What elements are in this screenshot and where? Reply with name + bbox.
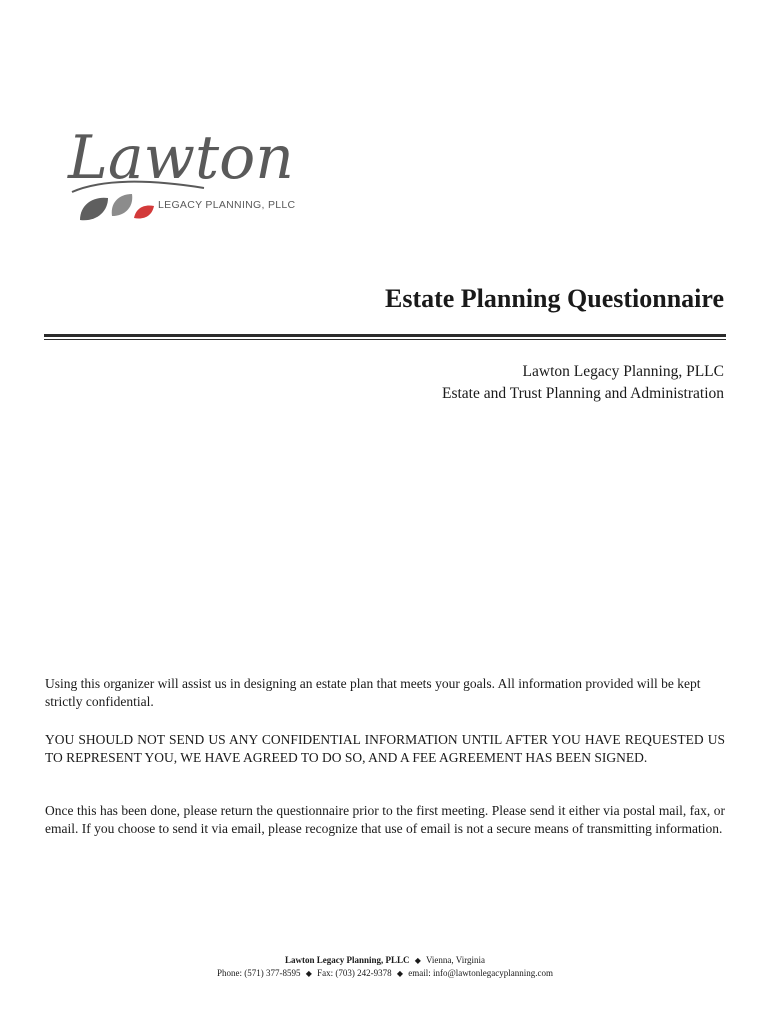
firm-tagline: Estate and Trust Planning and Administration [441,385,724,402]
footer-firm: Lawton Legacy Planning, PLLC [284,955,410,965]
footer-fax: Fax: (703) 242-9378 [317,968,392,978]
title-divider [44,334,726,340]
footer-line-2 [0,967,770,980]
footer-email[interactable]: email: info@lawtonlegacyplanning.com [408,968,554,978]
logo-script-text: Lawton [68,123,294,193]
diamond-icon: ◆ [414,956,421,965]
diamond-icon: ◆ [305,969,312,978]
footer-location: Vienna, Virginia [425,955,486,965]
firm-subtitle [442,361,724,405]
leaf-icon [134,206,154,219]
logo-graphic [64,108,304,232]
warning-paragraph: YOU SHOULD NOT SEND US ANY CONFIDENTIAL INFORMATION UNTIL AFTER YOU HAVE REQUESTED US TO REPRESENT YOU, WE HAVE AGREED TO DO SO, AND A FEE AGREEMENT HAS BEEN SIGNED. [45,732,725,765]
leaf-icon [80,198,108,221]
firm-name: Lawton Legacy Planning, PLLC [522,363,724,380]
page-title: Estate Planning Questionnaire [384,284,724,313]
logo-tagline: LEGACY PLANNING, PLLC [158,199,296,211]
page-footer [0,954,770,980]
footer-phone: Phone: (571) 377-8595 [216,968,301,978]
leaf-icon [112,194,133,216]
company-logo [64,108,304,232]
instructions-paragraph: Once this has been done, please return the questionnaire prior to the first meeting. Please send it either via postal mail, fax, or email. If you choose to send it via email, please recognize that use of email is not a secure means of transmitting information. [45,803,725,836]
footer-line-1 [0,954,770,967]
intro-paragraph: Using this organizer will assist us in designing an estate plan that meets your goals. All information provided will be kept strictly confidential. [45,676,701,709]
diamond-icon: ◆ [396,969,404,978]
